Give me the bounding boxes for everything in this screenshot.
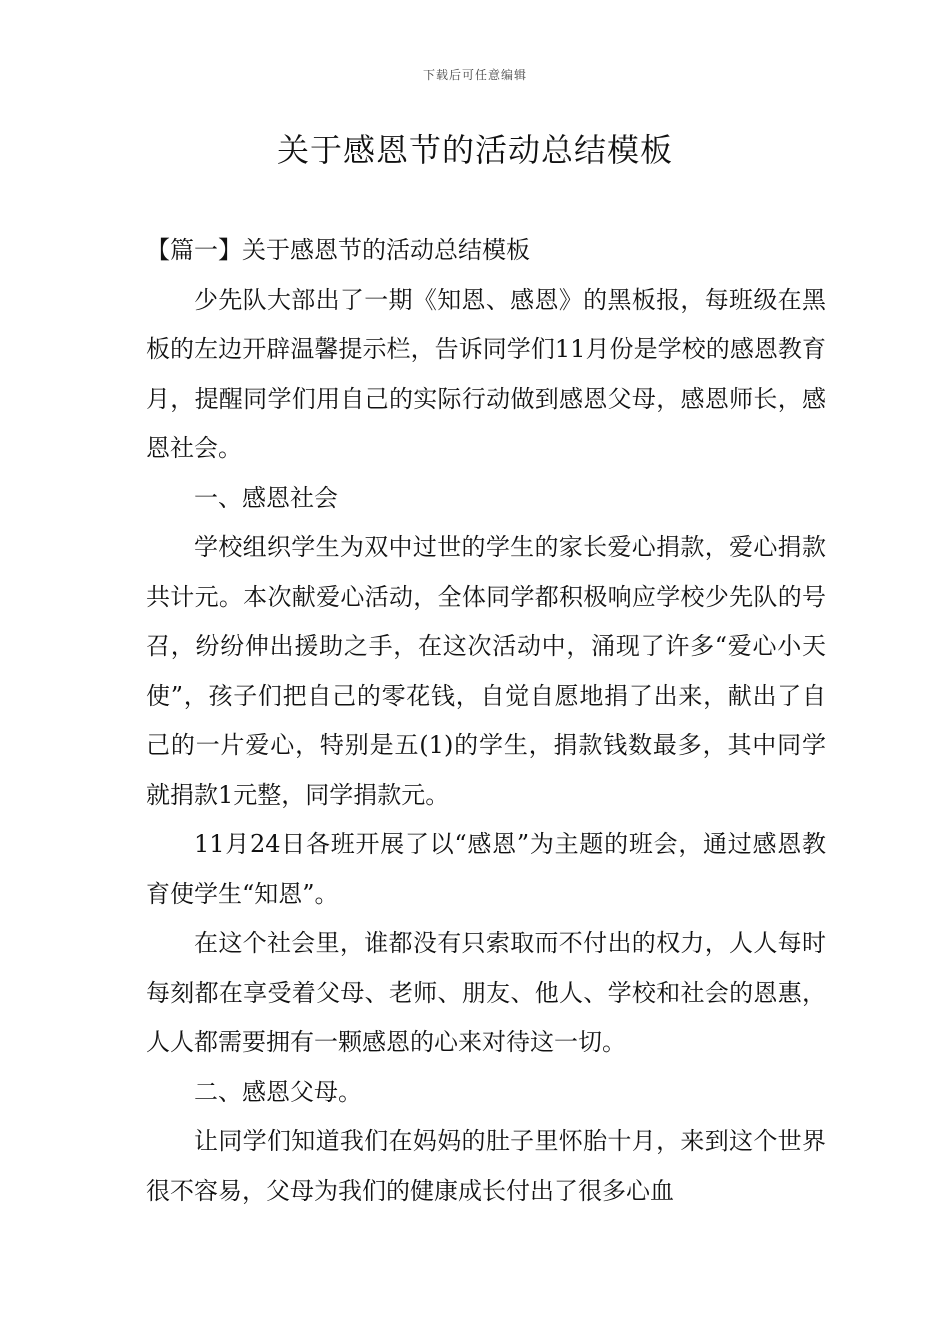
paragraph-intro: 少先队大部出了一期《知恩、感恩》的黑板报，每班级在黑板的左边开辟温馨提示栏，告诉同学们11月份是学校的感恩教育月，提醒同学们用自己的实际行动做到感恩父母，感恩师长，感恩社会。 — [146, 285, 826, 462]
paragraph-class-meeting: 11月24日各班开展了以“感恩”为主题的班会，通过感恩教育使学生“知恩”。 — [146, 830, 826, 908]
paragraph-donation: 学校组织学生为双中过世的学生的家长爱心捐款，爱心捐款共计元。本次献爱心活动，全体同学都积极响应学校少先队的号召，纷纷伸出援助之手，在这次活动中，涌现了许多“爱心小天使”，孩子们把自己的零花钱，自觉自愿地捐了出来，献出了自己的一片爱心，特别是五(1)的学生，捐款钱数最多，其中同学就捐款1元整，同学捐款元。 — [146, 533, 826, 809]
header-note: 下载后可任意编辑 — [422, 68, 527, 82]
subheading-parents: 二、感恩父母。 — [194, 1077, 362, 1106]
paragraph-parents: 让同学们知道我们在妈妈的肚子里怀胎十月，来到这个世界很不容易，父母为我们的健康成长付出了很多心血 — [146, 1127, 826, 1205]
subheading-society: 一、感恩社会 — [194, 483, 338, 512]
document-body — [146, 226, 826, 1216]
paragraph-society-reflection: 在这个社会里，谁都没有只索取而不付出的权力，人人每时每刻都在享受着父母、老师、朋友、他人、学校和社会的恩惠，人人都需要拥有一颗感恩的心来对待这一切。 — [146, 929, 826, 1056]
document-title: 关于感恩节的活动总结模板 — [276, 131, 673, 169]
section-heading: 【篇一】关于感恩节的活动总结模板 — [146, 236, 530, 264]
